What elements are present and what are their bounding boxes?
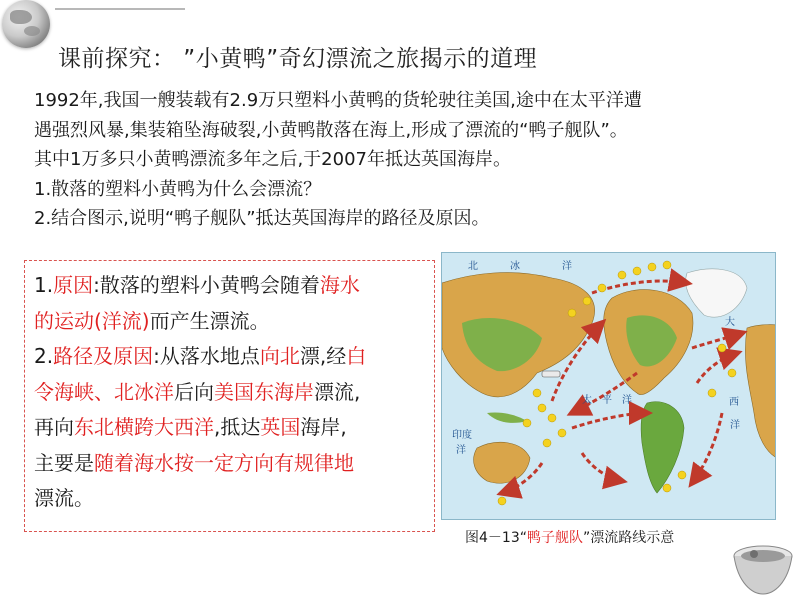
duck-icon bbox=[718, 344, 726, 352]
title-decoration-line bbox=[55, 8, 185, 20]
map-label: 太 bbox=[582, 395, 592, 406]
question-1: 1.散落的塑料小黄鸭为什么会漂流？ bbox=[34, 178, 322, 200]
duck-icon bbox=[558, 429, 566, 437]
map-label: 冰 bbox=[510, 261, 520, 272]
question-2: 2.结合图示,说明“鸭子舰队”抵达英国海岸的路径及原因。 bbox=[34, 208, 490, 229]
ship-icon bbox=[542, 371, 560, 377]
duck-icon bbox=[543, 439, 551, 447]
map-label: 西 bbox=[729, 397, 739, 408]
duck-icon bbox=[663, 261, 671, 269]
duck-icon bbox=[633, 267, 641, 275]
duck-icon bbox=[548, 414, 556, 422]
duck-icon bbox=[498, 497, 506, 505]
answer-line: 漂流。 bbox=[34, 486, 94, 510]
map-caption: 图4－13“鸭子舰队”漂流路线示意 bbox=[465, 530, 675, 546]
duck-icon bbox=[648, 263, 656, 271]
map-label: 印度 bbox=[452, 430, 472, 441]
globe-logo bbox=[2, 0, 50, 48]
bowl-decoration bbox=[732, 538, 794, 596]
intro-text bbox=[34, 86, 789, 234]
map-label: 平 bbox=[602, 395, 612, 406]
answer-line: 2.路径及原因:从落水地点向北漂,经白 bbox=[34, 344, 367, 368]
answer-line: 主要是随着海水按一定方向有规律地 bbox=[34, 450, 354, 475]
world-map-svg bbox=[442, 253, 776, 520]
answer-line: 的运动(洋流)而产生漂流。 bbox=[34, 308, 270, 333]
answer-line: 令海峡、北冰洋后向美国东海岸漂流, bbox=[34, 379, 361, 404]
intro-line: 遇强烈风暴,集装箱坠海破裂,小黄鸭散落在海上,形成了漂流的“鸭子舰队”。 bbox=[34, 119, 628, 141]
answer-text bbox=[34, 268, 434, 517]
page-title: 课前探究： ”小黄鸭”奇幻漂流之旅揭示的道理 bbox=[58, 46, 538, 72]
duck-icon bbox=[663, 484, 671, 492]
duck-icon bbox=[618, 271, 626, 279]
map-label: 大 bbox=[725, 317, 735, 328]
duck-icon bbox=[708, 389, 716, 397]
answer-line: 1.原因:散落的塑料小黄鸭会随着海水 bbox=[34, 273, 360, 297]
map-label: 洋 bbox=[562, 261, 572, 272]
duck-icon bbox=[598, 284, 606, 292]
intro-line: 其中1万多只小黄鸭漂流多年之后,于2007年抵达英国海岸。 bbox=[34, 149, 511, 170]
duck-icon bbox=[583, 297, 591, 305]
duck-icon bbox=[538, 404, 546, 412]
duck-icon bbox=[523, 419, 531, 427]
answer-line: 再向东北横跨大西洋,抵达英国海岸, bbox=[34, 415, 347, 439]
map-label: 洋 bbox=[622, 395, 632, 406]
duck-drift-map bbox=[441, 252, 776, 520]
duck-icon bbox=[728, 369, 736, 377]
map-label: 北 bbox=[468, 261, 478, 272]
duck-icon bbox=[678, 471, 686, 479]
intro-line: 1992年,我国一艘装载有2.9万只塑料小黄鸭的货轮驶往美国,途中在太平洋遭 bbox=[34, 90, 642, 111]
map-label: 洋 bbox=[730, 420, 740, 431]
duck-icon bbox=[568, 309, 576, 317]
duck-icon bbox=[533, 389, 541, 397]
map-label: 洋 bbox=[456, 445, 466, 456]
